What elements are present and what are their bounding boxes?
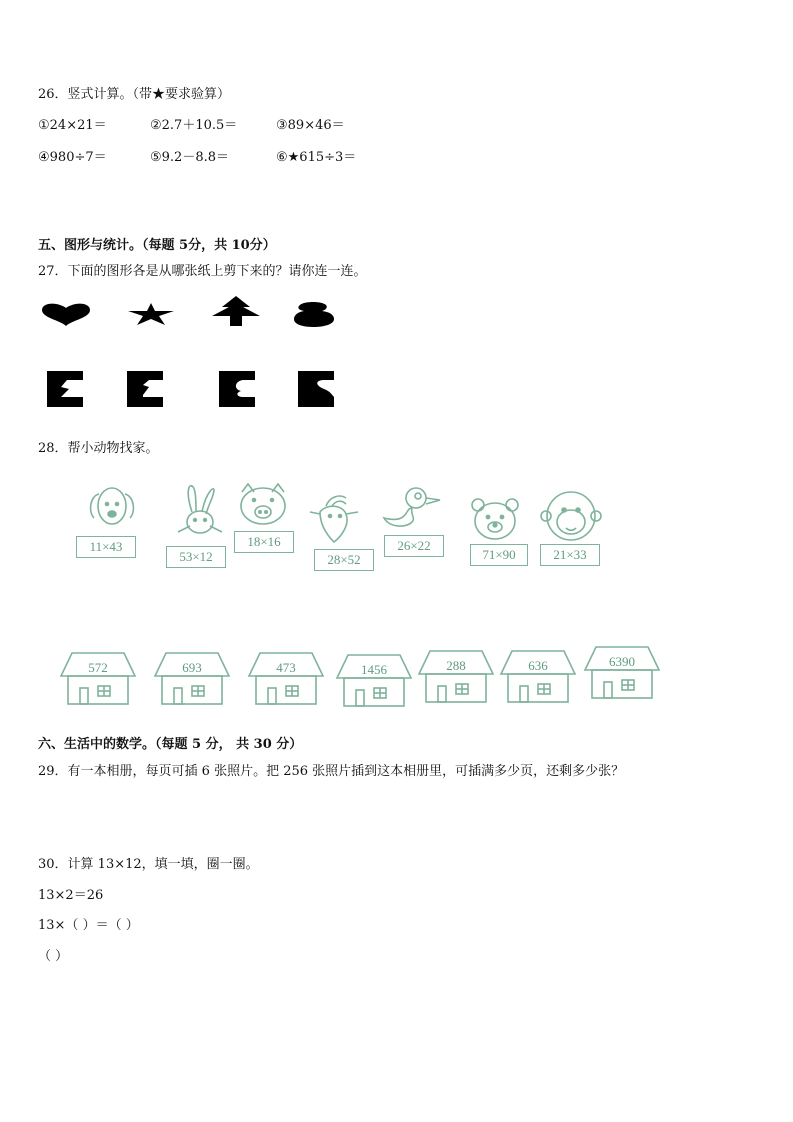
q26-item-1: ①24×21＝ [38,118,107,133]
q26-item-5: ⑤9.2－8.8＝ [150,150,230,165]
section6-title: 六、生活中的数学。（每题 5 分， 共 30 分） [38,737,303,752]
house-1-number: 572 [88,660,108,675]
cut-paper-1 [47,371,83,407]
q26-item-6: ⑥★615÷3＝ [276,150,357,165]
bear-icon [468,495,522,543]
pig-icon [234,482,292,530]
q27-title: 27．下面的图形各是从哪张纸上剪下来的？请你连一连。 [38,264,367,279]
blob-shape [292,301,336,327]
goat-expr: 28×52 [314,549,374,571]
duck-expr: 26×22 [384,535,444,557]
dog-icon [84,484,140,534]
q26-item-3: ③89×46＝ [276,118,345,133]
rabbit-expr: 53×12 [166,546,226,568]
q30-line-1: 13×2＝26 [38,888,104,903]
monkey-icon [540,488,602,544]
house-4-number: 1456 [361,662,387,677]
monkey-expr: 21×33 [540,544,600,566]
q28-title: 28．帮小动物找家。 [38,441,159,456]
house-7-number: 6390 [609,654,635,669]
q26-item-2: ②2.7＋10.5＝ [150,118,238,133]
bear-expr: 71×90 [470,544,528,566]
q26-title: 26．竖式计算。（带★要求验算） [38,87,231,102]
cut-paper-2 [127,371,163,407]
rabbit-icon [172,482,228,544]
pig-expr: 18×16 [234,531,294,553]
heart-shape [40,302,92,326]
section5-title: 五、图形与统计。（每题 5分，共 10分） [38,238,276,253]
dog-expr: 11×43 [76,536,136,558]
goat-icon [306,492,368,546]
house-3-number: 473 [276,660,296,675]
star-shape [127,303,175,325]
q29-title: 29．有一本相册，每页可插 6 张照片。把 256 张照片插到这本相册里，可插满多少页，还剩多少张？ [38,764,625,779]
q26-item-4: ④980÷7＝ [38,150,107,165]
q30-title: 30．计算 13×12，填一填，圈一圈。 [38,857,259,872]
duck-icon [382,484,444,534]
q30-line-3: （ ） [38,949,69,964]
cut-paper-4 [298,371,334,407]
house-6-number: 636 [528,658,548,673]
q30-line-2: 13×（ ）＝（ ） [38,918,139,933]
cut-paper-3 [219,371,255,407]
tree-arrow-shape [210,296,262,326]
house-5-number: 288 [446,658,466,673]
house-2-number: 693 [182,660,202,675]
